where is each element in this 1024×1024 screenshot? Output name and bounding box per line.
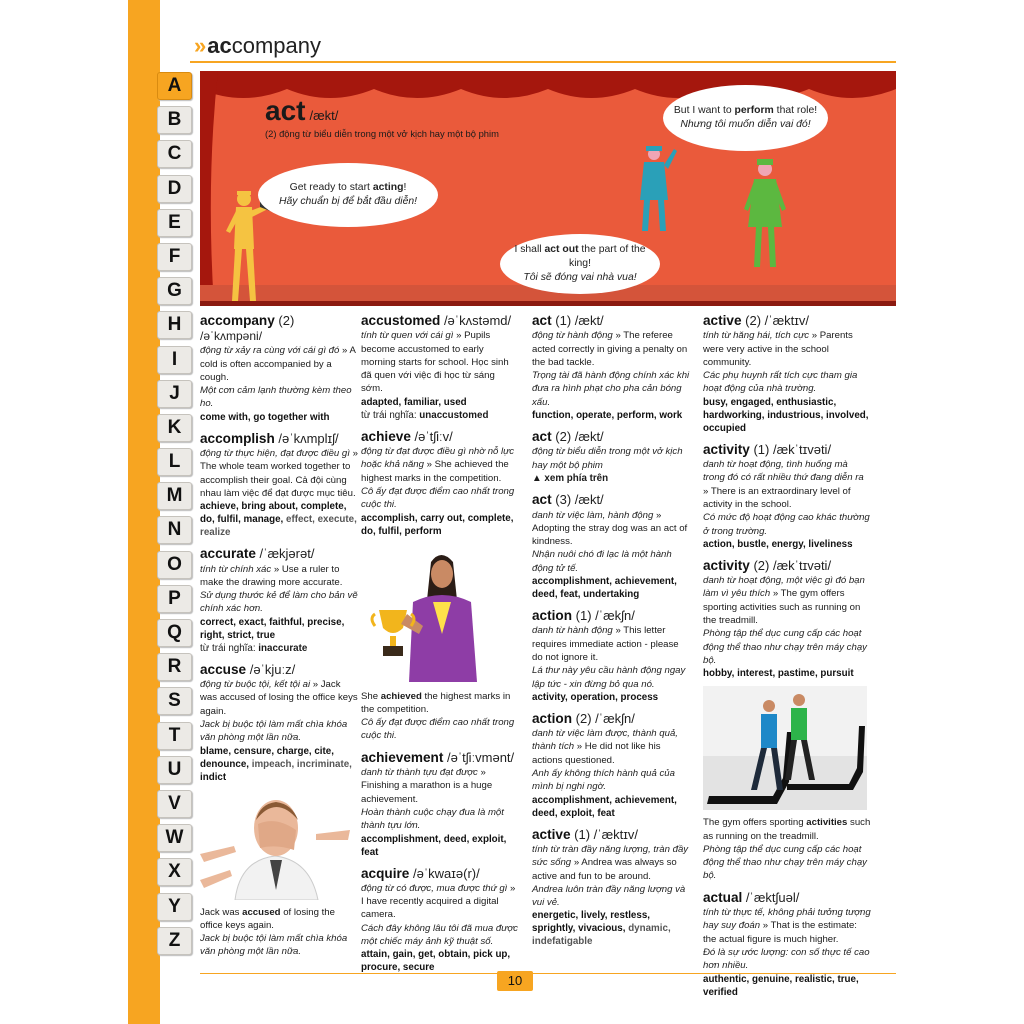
entry-def: tính từ quen với cái gì (361, 330, 454, 342)
entry-act-1 (532, 312, 690, 422)
entry-def: danh từ việc làm được, thành quả, thành tích (532, 728, 678, 753)
entry-actual (703, 889, 871, 999)
entry-synonyms: authentic, genuine, realistic, true, verified (703, 973, 859, 998)
entry-vi: Trọng tài đã hành động chính xác khi đưa ra hình phạt cho pha cản bóng xấu. (532, 370, 690, 408)
alphabet-tab-k[interactable]: K (157, 414, 192, 442)
accuse-caption: Jack was accused of losing the office keys again. (200, 906, 335, 931)
entry-sense: (2) (551, 429, 572, 445)
alphabet-tab-b[interactable]: B (157, 106, 192, 134)
header-rule (190, 61, 896, 63)
entry-synonyms: busy, engaged, enthusiastic, hardworking, industrious, involved, occupied (703, 396, 869, 434)
alphabet-tab-i[interactable]: I (157, 346, 192, 374)
entry-word: achieve (361, 428, 411, 444)
entry-def: danh từ thành tựu đạt được (361, 767, 478, 779)
entry-sense: (3) (551, 492, 572, 508)
entry-example: » He did not like his actions questioned. (532, 741, 661, 766)
activity-caption: The gym offers sporting activities such as running on the treadmill. (703, 817, 871, 842)
curtain-left (200, 71, 218, 306)
entry-example: » A cold is often accompanied by a cough. (200, 345, 356, 383)
entry-word: acquire (361, 865, 410, 881)
headword-rest: company (231, 33, 322, 58)
entry-act-3 (532, 491, 690, 601)
bubble-vi: Tôi sẽ đóng vai nhà vua! (523, 272, 637, 283)
banner-title (265, 95, 338, 127)
entry-pron: /əˈkʌstəmd/ (440, 313, 512, 328)
chevron-icon: » (194, 33, 205, 58)
column-4 (703, 312, 871, 1005)
treadmill-gym-illustration (703, 686, 867, 810)
entry-def: động từ đạt được điều gì nhờ nỗ lực hoặc khả năng (361, 446, 515, 471)
entry-vi: Một cơn cảm lạnh thường kèm theo ho. (200, 385, 352, 410)
entry-synonyms: action, bustle, energy, liveliness (703, 538, 853, 550)
entry-def: động từ xảy ra cùng với cái gì đó (200, 345, 340, 357)
alphabet-tab-j[interactable]: J (157, 380, 192, 408)
entry-word: accurate (200, 546, 256, 562)
actor-blue-figure (630, 145, 680, 235)
entry-example: » Use a ruler to make the drawing more accurate. (200, 563, 343, 588)
alphabet-tab-t[interactable]: T (157, 722, 192, 750)
entry-sense: (2) (572, 710, 592, 726)
act-banner (200, 71, 896, 306)
speech-bubble-perform (663, 85, 828, 151)
alphabet-tab-q[interactable]: Q (157, 619, 192, 647)
entry-synonyms: energetic, lively, restless, sprightly, vivacious, dynamic, indefatigable (532, 910, 671, 948)
orange-spine (128, 0, 160, 1024)
entry-vi: Các phụ huynh rất tích cực tham gia hoạt động của nhà trường. (703, 370, 858, 395)
entry-word: action (532, 710, 573, 726)
alphabet-tab-w[interactable]: W (157, 824, 192, 852)
entry-vi: Hoàn thành cuộc chạy đua là một thành tựu lớn. (361, 806, 504, 832)
entry-pron: /ˈækjərət/ (255, 546, 315, 562)
entry-pron: /ækt/ (571, 313, 604, 328)
entry-def: động từ biểu diễn trong một vở kịch hay một bộ phim (532, 446, 683, 471)
entry-word: active (703, 313, 742, 328)
entry-example: » Pupils become accustomed to early morning starts for school. Học sinh đã quen với việc đi học từ sáng sớm. (361, 330, 509, 395)
entry-def: động từ thực hiện, đạt được điều gì (200, 448, 350, 460)
alphabet-tab-y[interactable]: Y (157, 893, 192, 921)
entry-word: action (532, 608, 573, 624)
entry-action-1 (532, 607, 690, 704)
alphabet-tab-x[interactable]: X (157, 858, 192, 886)
banner-word: act (265, 95, 306, 126)
entry-def: tính từ chính xác (200, 563, 272, 575)
entry-def: động từ buộc tội, kết tội ai (200, 679, 311, 691)
entry-pron: /ækt/ (571, 429, 604, 445)
entry-pron: /ækt/ (571, 492, 604, 508)
page-number: 10 (497, 971, 533, 991)
bubble-en: But I want to perform that role! (673, 105, 818, 116)
actor-green-figure (740, 159, 790, 271)
alphabet-tab-v[interactable]: V (157, 790, 192, 818)
entry-word: accomplish (200, 430, 275, 446)
see-above-link[interactable]: ▲ xem phía trên (532, 472, 609, 484)
entry-sense: (1) (551, 313, 572, 328)
entry-synonyms: accomplish, carry out, complete, do, fulfil, perform (361, 512, 514, 537)
entry-accompany (200, 312, 358, 424)
entry-vi: Jack bị buộc tội làm mất chìa khóa văn phòng một lần nữa. (200, 718, 348, 744)
entry-word: achievement (361, 749, 444, 765)
entry-pron: /ˈæktɪv/ (761, 313, 810, 328)
entry-active-1 (532, 826, 690, 949)
entry-vi: Đó là sự ước lượng: con số thực tế cao hơn nhiều. (703, 946, 870, 972)
entry-word: actual (703, 889, 743, 905)
entry-vi: Andrea luôn tràn đầy năng lượng và vui vẻ. (532, 883, 686, 909)
accuse-caption-vi: Jack bị buộc tội làm mất chìa khóa văn phòng một lần nữa. (200, 933, 348, 958)
entry-word: act (532, 492, 552, 508)
entry-sense: (2) (741, 313, 762, 328)
entry-act-2 (532, 428, 690, 485)
bubble-en: I shall act out the part of the king! (514, 244, 646, 269)
alphabet-tab-d[interactable]: D (157, 175, 192, 203)
column-3 (532, 312, 690, 954)
entry-synonyms: hobby, interest, pastime, pursuit (703, 668, 854, 680)
entry-example: » Parents were very active in the school community. (703, 330, 853, 368)
entry-accuse (200, 661, 358, 784)
entry-vi: Sử dụng thước kẻ để làm cho bản vẽ chính xác hơn. (200, 590, 358, 615)
entry-pron: /ˈæktɪv/ (590, 826, 639, 842)
running-headword (194, 33, 321, 59)
entry-sense: (1) (749, 441, 770, 457)
entry-vi: Anh ấy không thích hành quả của mình bị nghi ngờ. (532, 768, 675, 793)
activity-caption-vi: Phòng tập thể dục cung cấp các hoạt động thể thao như chạy trên máy chạy bộ. (703, 843, 867, 882)
alphabet-tabs (157, 72, 192, 961)
entry-synonyms: attain, gain, get, obtain, pick up, procure, secure (361, 949, 511, 974)
entry-sense: (1) (570, 826, 591, 842)
entry-sense: (2) (749, 557, 770, 573)
entry-example: » Jack was accused of losing the office keys again. (200, 679, 358, 717)
entry-active-2 (703, 312, 871, 435)
bubble-en: Get ready to start acting! (289, 182, 407, 193)
stage-edge (200, 301, 896, 306)
alphabet-tab-a[interactable]: A (157, 72, 192, 100)
entry-pron: /ækˈtɪvəti/ (769, 441, 832, 457)
entry-def: tính từ tràn đầy năng lượng, tràn đầy sức sống (532, 843, 689, 869)
entry-example: » Andrea was always so active and fun to be around. (532, 857, 677, 882)
entry-example: » I have recently acquired a digital camera. (361, 882, 516, 921)
column-1 (200, 312, 358, 959)
entry-synonyms: come with, go together with (200, 411, 330, 423)
alphabet-tab-e[interactable]: E (157, 209, 192, 237)
man-covering-face-illustration (200, 790, 350, 900)
entry-pron: /əˈkjuːz/ (246, 661, 296, 677)
entry-word: accustomed (361, 313, 441, 328)
entry-pron: /əˈkʌmpəni/ (200, 329, 263, 344)
bubble-vi: Hãy chuẩn bị để bắt đầu diễn! (278, 196, 418, 207)
entry-def: tính từ hăng hái, tích cực (703, 330, 810, 342)
entry-def: danh từ hoạt động, một việc gì đó bạn làm vì yêu thích (703, 575, 865, 600)
entry-example: » The referee acted correctly in giving a penalty on the bad tackle. (532, 330, 688, 368)
entry-acquire (361, 865, 519, 975)
entry-sense: (2) (274, 313, 295, 328)
alphabet-tab-s[interactable]: S (157, 687, 192, 715)
alphabet-tab-u[interactable]: U (157, 756, 192, 784)
entry-example: » That is the estimate: the actual figure is much higher. (703, 920, 857, 945)
entry-example: » She achieved the highest marks in the competition. (361, 459, 509, 484)
alphabet-tab-l[interactable]: L (157, 448, 192, 476)
entry-antonym: từ trái nghĩa: unaccustomed (361, 409, 489, 421)
alphabet-tab-g[interactable]: G (157, 277, 192, 305)
entry-accurate (200, 545, 358, 654)
speech-bubble-director (258, 163, 438, 227)
entry-synonyms: activity, operation, process (532, 691, 659, 703)
entry-activity-1 (703, 441, 871, 551)
headword-prefix: ac (207, 33, 232, 58)
entry-def: danh từ việc làm, hành động (532, 509, 654, 521)
entry-antonym: từ trái nghĩa: inaccurate (200, 642, 308, 654)
alphabet-tab-m[interactable]: M (157, 482, 192, 510)
entry-accomplish (200, 430, 358, 539)
woman-trophy-illustration (361, 544, 511, 684)
entry-word: accompany (200, 313, 275, 328)
entry-pron: /ˈæktʃuəl/ (742, 889, 800, 905)
entry-vi: Cô ấy đạt được điểm cao nhất trong cuộc thi. (361, 485, 515, 511)
entry-word: accuse (200, 661, 247, 677)
entry-word: active (532, 826, 571, 842)
entry-word: act (532, 429, 552, 445)
alphabet-tab-n[interactable]: N (157, 516, 192, 544)
entry-pron: /əˈtʃiːvmənt/ (443, 749, 515, 765)
entry-vi: Lá thư này yêu cầu hành động ngay lập tức - xin đừng bỏ qua nó. (532, 665, 686, 690)
alphabet-tab-f[interactable]: F (157, 243, 192, 271)
entry-pron: /ˈækʃn/ (591, 608, 635, 624)
banner-def: (2) động từ biểu diễn trong một vở kịch hay một bộ phim (265, 128, 499, 139)
entry-example: » The gym offers sporting activities such as running on the treadmill. (703, 588, 861, 627)
entry-def: danh từ hoạt động, tình huống mà trong đó có rất nhiều thứ đang diễn ra (703, 459, 864, 484)
entry-example: » The whole team worked together to accomplish their goal. Cả đội cùng nhau làm việc để đạt được mục tiêu. (200, 448, 358, 499)
alphabet-tab-c[interactable]: C (157, 140, 192, 168)
speech-bubble-king (500, 234, 660, 294)
entry-word: activity (703, 441, 750, 457)
entry-example: » There is an extraordinary level of activity in the school. (703, 485, 851, 510)
entry-sense: (1) (572, 608, 592, 624)
entry-synonyms: adapted, familiar, used (361, 396, 467, 408)
entry-example: » Finishing a marathon is a huge achievement. (361, 767, 493, 805)
entry-activity-2 (703, 557, 871, 680)
entry-synonyms: achieve, bring about, complete, do, fulfil, manage, effect, execute, realize (200, 501, 357, 539)
achieve-caption-vi: Cô ấy đạt được điểm cao nhất trong cuộc thi. (361, 717, 515, 742)
entry-synonyms: accomplishment, achievement, deed, exploit, feat (532, 794, 677, 819)
alphabet-tab-r[interactable]: R (157, 653, 192, 681)
entry-synonyms: function, operate, perform, work (532, 410, 683, 422)
bubble-vi: Nhưng tôi muốn diễn vai đó! (680, 119, 811, 130)
entry-pron: /ækˈtɪvəti/ (769, 557, 832, 573)
entry-def: động từ có được, mua được thứ gì (361, 882, 508, 894)
entry-def: tính từ thực tế, không phải tưởng tượng hay suy đoán (703, 907, 871, 932)
entry-vi: Cách đây không lâu tôi đã mua được một chiếc máy ảnh kỹ thuật số. (361, 922, 518, 948)
entry-word: act (532, 313, 552, 328)
entry-pron: /əˈkʌmplɪʃ/ (274, 430, 339, 446)
entry-def: danh từ hành động (532, 625, 613, 637)
banner-pron: /ækt/ (309, 108, 339, 123)
footer-rule (200, 973, 896, 974)
alphabet-tab-o[interactable]: O (157, 551, 192, 579)
entry-def: động từ hành động (532, 330, 613, 342)
alphabet-tab-h[interactable]: H (157, 311, 192, 339)
column-2 (361, 312, 519, 980)
entry-word: activity (703, 557, 750, 573)
entry-vi: Nhận nuôi chó đi lạc là một hành động tử tế. (532, 549, 672, 574)
entry-pron: /əˈkwaɪə(r)/ (409, 865, 480, 881)
entry-example: » Adopting the stray dog was an act of kindness. (532, 509, 688, 548)
entry-vi: Có mức độ hoạt động cao khác thường ở trong trường. (703, 512, 870, 537)
entry-example: » This letter requires immediate action - please do not ignore it. (532, 625, 679, 663)
entry-pron: /əˈtʃiːv/ (410, 428, 453, 444)
entry-synonyms: blame, censure, charge, cite, denounce, impeach, incriminate, indict (200, 745, 352, 783)
entry-achievement (361, 749, 519, 859)
alphabet-tab-z[interactable]: Z (157, 927, 192, 955)
entry-accustomed (361, 312, 519, 422)
entry-vi: Phòng tập thể dục cung cấp các hoạt động thể thao như chạy trên máy chạy bộ. (703, 628, 867, 666)
alphabet-tab-p[interactable]: P (157, 585, 192, 613)
entry-synonyms: accomplishment, achievement, deed, feat, undertaking (532, 576, 677, 601)
achieve-caption: She achieved the highest marks in the competition. (361, 690, 511, 715)
entry-synonyms: correct, exact, faithful, precise, right, strict, true (200, 616, 345, 641)
entry-pron: /ˈækʃn/ (591, 710, 635, 726)
entry-action-2 (532, 710, 690, 820)
entry-achieve (361, 428, 519, 538)
entry-synonyms: accomplishment, deed, exploit, feat (361, 833, 507, 858)
